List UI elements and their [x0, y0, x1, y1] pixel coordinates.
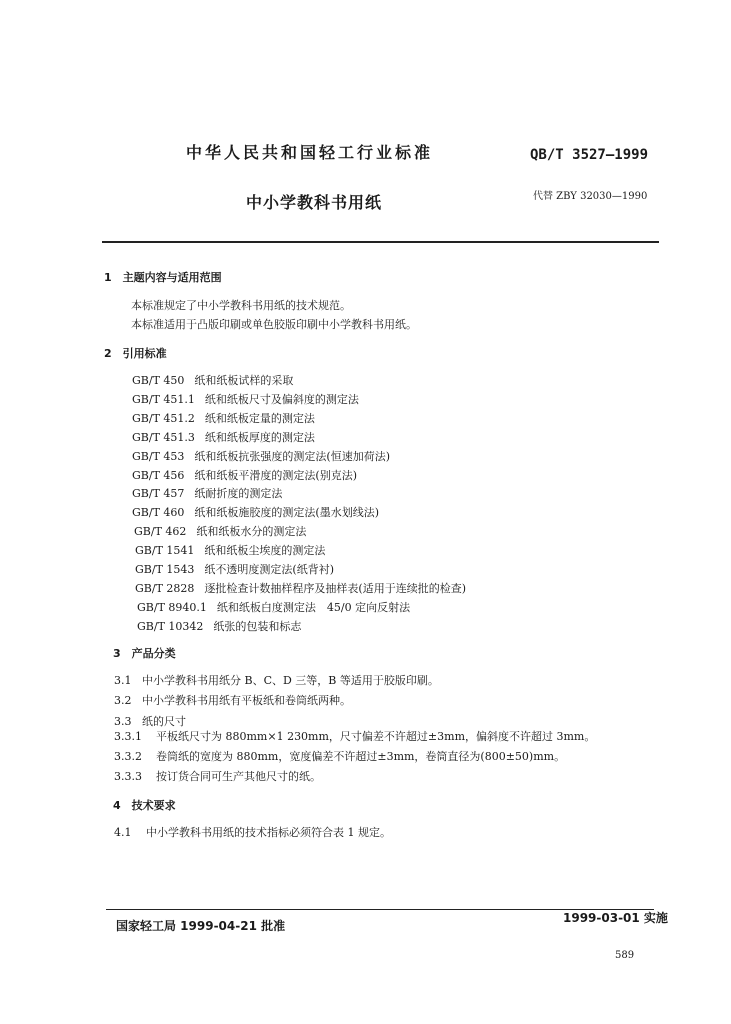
reference-code: GB/T 453: [132, 449, 185, 463]
clause-item: [114, 672, 439, 688]
reference-item: [132, 429, 315, 445]
reference-title: 纸和纸板定量的测定法: [204, 411, 315, 425]
reference-code: GB/T 456: [132, 468, 185, 482]
reference-title: 纸和纸板水分的测定法: [196, 525, 307, 539]
document-title: 中小学教科书用纸: [246, 193, 383, 212]
reference-code: GB/T 457: [132, 487, 185, 501]
clause-number: 3.1: [114, 674, 132, 687]
standard-number: QB/T 3527—1999: [530, 147, 649, 163]
clause-item: [114, 728, 595, 744]
reference-code: GB/T 450: [132, 374, 185, 387]
reference-code: GB/T 451.3: [132, 430, 195, 444]
clause-text: 中小学教科书用纸分 B、C、D 三等，B 等适用于胶版印刷。: [142, 674, 439, 687]
reference-item: [132, 485, 282, 501]
reference-item: [132, 467, 357, 483]
reference-code: GB/T 10342: [137, 619, 204, 633]
reference-title: 纸和纸板平滑度的测定法(别克法): [194, 468, 357, 482]
reference-code: GB/T 2828: [135, 581, 195, 595]
clause-item: [114, 768, 321, 784]
reference-title: 纸张的包装和标志: [213, 619, 302, 633]
reference-item: [137, 599, 410, 615]
reference-item: [132, 448, 390, 464]
section-2-heading: 2 引用标准: [104, 347, 167, 360]
industry-standard-title: 中华人民共和国轻工行业标准: [186, 143, 434, 162]
reference-title: 纸和纸板白度测定法 45/0 定向反射法: [216, 600, 411, 614]
clause-text: 纸的尺寸: [142, 715, 186, 728]
reference-code: GB/T 1543: [135, 563, 195, 576]
approval-note: 国家轻工局 1999-04-21 批准: [116, 919, 286, 933]
clause-item: [114, 748, 565, 764]
section-4-heading: 4 技术要求: [113, 799, 176, 812]
reference-title: 纸和纸板施胶度的测定法(墨水划线法): [194, 506, 379, 520]
reference-item: [135, 561, 334, 577]
reference-item: [137, 618, 301, 634]
reference-code: GB/T 460: [132, 506, 185, 520]
clause-text: 中小学教科书用纸有平板纸和卷筒纸两种。: [142, 694, 351, 707]
clause-item: [114, 713, 186, 729]
clause-text: 按订货合同可生产其他尺寸的纸。: [156, 770, 321, 783]
reference-title: 纸耐折度的测定法: [194, 487, 283, 501]
section-3-heading: 3 产品分类: [113, 647, 176, 660]
clause-number: 3.3.2: [114, 750, 142, 763]
reference-item: [135, 542, 325, 558]
reference-code: GB/T 1541: [135, 544, 195, 558]
reference-code: GB/T 8940.1: [137, 600, 207, 614]
page-number: 589: [615, 950, 635, 961]
reference-code: GB/T 451.2: [132, 411, 195, 425]
reference-title: 纸和纸板试样的采取: [194, 374, 294, 387]
reference-title: 纸和纸板厚度的测定法: [204, 430, 315, 444]
reference-item: [132, 372, 293, 388]
reference-item: [132, 504, 379, 520]
reference-code: GB/T 462: [134, 525, 187, 539]
reference-item: [132, 391, 359, 407]
header-rule: [102, 241, 659, 243]
clause-text: 卷筒纸的宽度为 880mm，宽度偏差不许超过±3mm，卷筒直径为(800±50)mm。: [156, 750, 566, 763]
clause-text: 平板纸尺寸为 880mm×1 230mm，尺寸偏差不许超过±3mm，偏斜度不许超过 3mm。: [156, 730, 596, 743]
clause-text: 中小学教科书用纸的技术指标必须符合表 1 规定。: [146, 826, 391, 839]
reference-title: 纸和纸板尺寸及偏斜度的测定法: [204, 392, 359, 406]
section-1-heading: 1 主题内容与适用范围: [104, 271, 222, 284]
clause-number: 4.1: [114, 826, 132, 839]
clause-item: [114, 692, 351, 708]
clause-number: 3.2: [114, 694, 132, 707]
reference-item: [134, 523, 306, 539]
clause-number: 3.3.1: [114, 730, 142, 743]
section-1-paragraph: 本标准适用于凸版印刷或单色胶版印刷中小学教科书用纸。: [131, 318, 417, 331]
reference-title: 纸和纸板抗张强度的测定法(恒速加荷法): [194, 449, 390, 463]
effective-date: 1999-03-01 实施: [563, 911, 668, 925]
clause-item: [114, 824, 391, 840]
reference-title: 纸不透明度测定法(纸背衬): [204, 563, 334, 576]
reference-code: GB/T 451.1: [132, 392, 195, 406]
replaces-standard: 代替 ZBY 32030—1990: [533, 191, 648, 202]
clause-number: 3.3.3: [114, 770, 142, 783]
reference-item: [132, 410, 315, 426]
clause-number: 3.3: [114, 715, 132, 728]
reference-item: [135, 580, 466, 596]
reference-title: 逐批检查计数抽样程序及抽样表(适用于连续批的检查): [204, 581, 466, 595]
section-1-paragraph: 本标准规定了中小学教科书用纸的技术规范。: [131, 299, 351, 312]
reference-title: 纸和纸板尘埃度的测定法: [204, 544, 326, 558]
